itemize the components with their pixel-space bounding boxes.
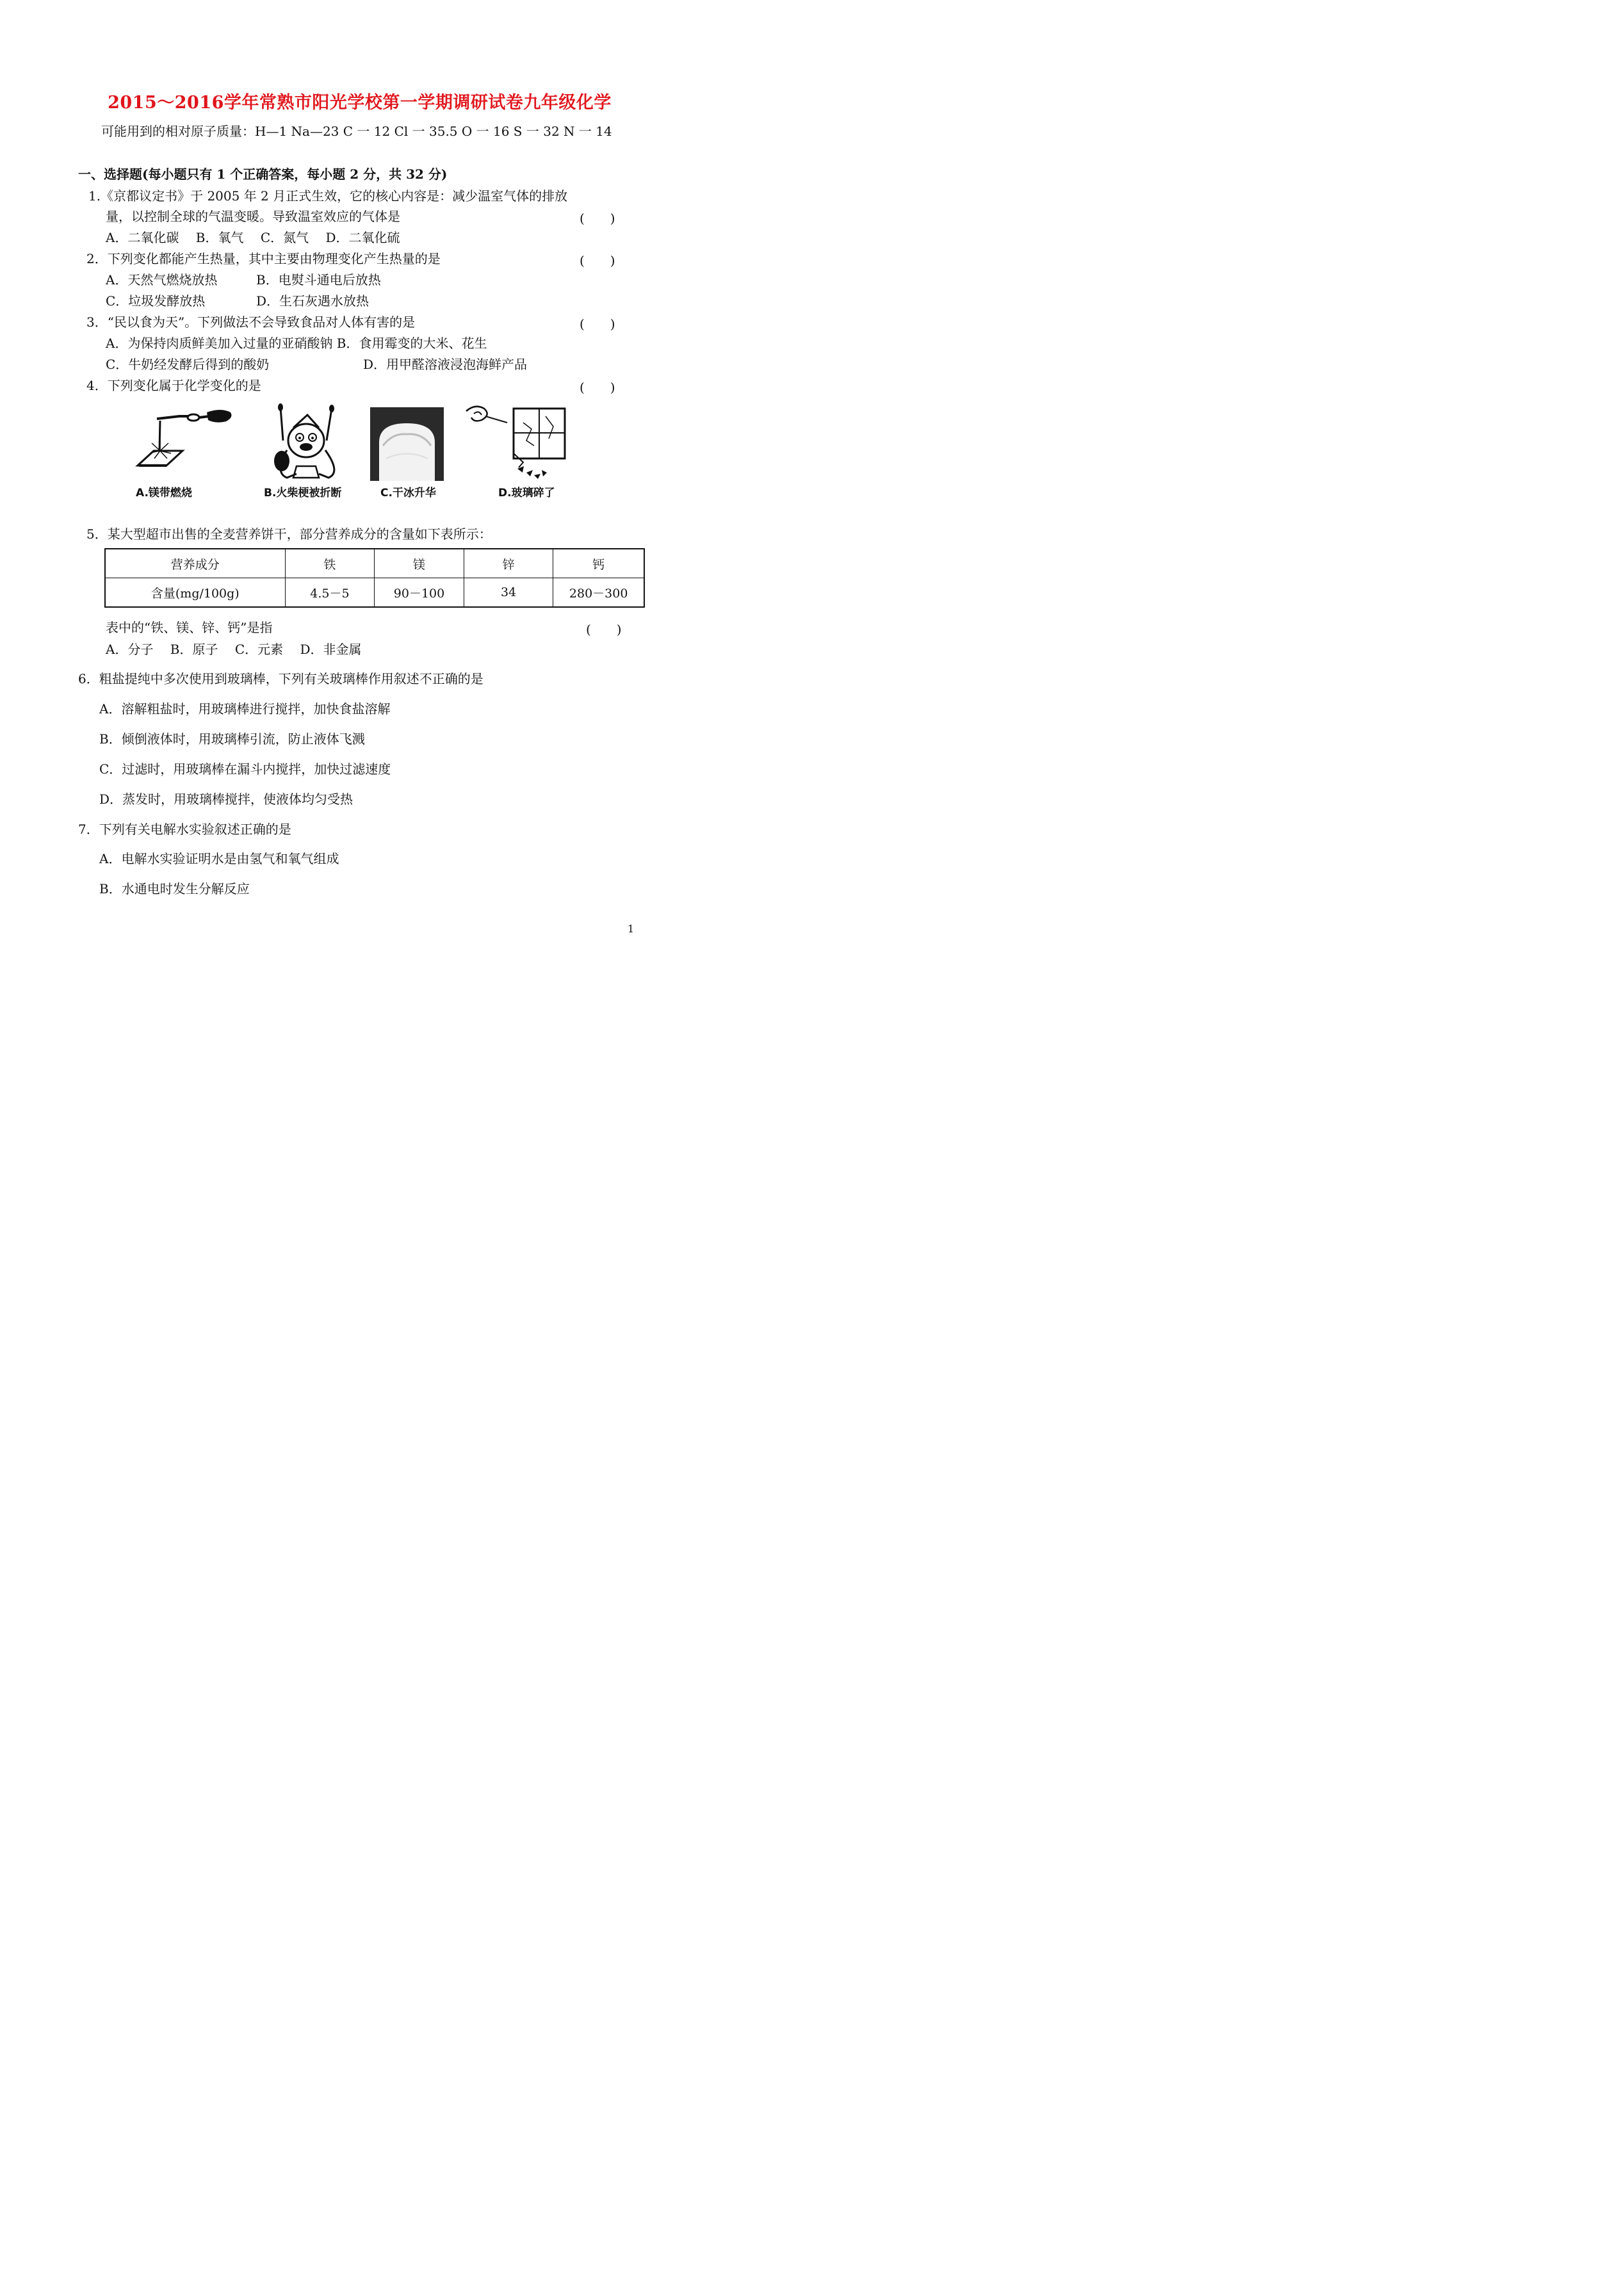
- question-6-option-d: D．蒸发时，用玻璃棒搅拌，使液体均匀受热: [99, 791, 353, 807]
- question-4-stem: 4．下列变化属于化学变化的是: [86, 378, 261, 393]
- question-6-option-b: B．倾倒液体时，用玻璃棒引流，防止液体飞溅: [99, 731, 365, 747]
- question-1-line-1: 1.《京都议定书》于 2005 年 2 月正式生效，它的核心内容是：减少温室气体的排放: [88, 188, 568, 204]
- figure-caption-d: D.玻璃碎了: [498, 487, 555, 499]
- magnesium-burning-illustration: [131, 405, 237, 475]
- question-6-option-c: C．过滤时，用玻璃棒在漏斗内搅拌，加快过滤速度: [99, 761, 391, 777]
- table-cell: 4.5－5: [285, 578, 375, 608]
- dry-ice-sublimation-illustration: [370, 407, 444, 481]
- question-5-question: 表中的“铁、镁、锌、钙”是指: [106, 620, 273, 635]
- table-cell: 90－100: [375, 578, 464, 608]
- question-1-options: A．二氧化碳 B．氧气 C．氮气 D．二氧化硫: [106, 230, 400, 245]
- question-7-option-a: A．电解水实验证明水是由氢气和氧气组成: [99, 851, 339, 866]
- question-2-option-b: B．电熨斗通电后放热: [256, 272, 381, 288]
- question-7-stem: 7．下列有关电解水实验叙述正确的是: [78, 822, 291, 837]
- table-header-row: [105, 549, 644, 578]
- question-3-stem: 3．“民以食为天”。下列做法不会导致食品对人体有害的是: [86, 314, 416, 330]
- page-number: 1: [628, 923, 635, 935]
- answer-blank-2: ( ): [580, 253, 615, 268]
- question-6-stem: 6．粗盐提纯中多次使用到玻璃棒，下列有关玻璃棒作用叙述不正确的是: [78, 671, 483, 686]
- question-2-option-a: A．天然气燃烧放热: [106, 272, 218, 288]
- table-header-cell: 镁: [375, 549, 464, 578]
- table-row: [105, 578, 644, 608]
- broken-glass-illustration: [462, 403, 571, 480]
- table-cell: 280－300: [553, 578, 644, 608]
- question-3-option-d: D．用甲醛溶液浸泡海鲜产品: [363, 357, 528, 372]
- question-2-option-c: C．垃圾发酵放热: [106, 293, 206, 309]
- question-3-options-ab: A．为保持肉质鲜美加入过量的亚硝酸钠 B．食用霉变的大米、花生: [106, 336, 487, 351]
- question-5-stem: 5．某大型超市出售的全麦营养饼干，部分营养成分的含量如下表所示：: [86, 526, 492, 542]
- table-cell: 34: [464, 578, 553, 608]
- question-2-option-d: D．生石灰遇水放热: [256, 293, 369, 309]
- answer-blank-4: ( ): [580, 380, 615, 395]
- figure-caption-b: B.火柴梗被折断: [264, 487, 342, 499]
- table-header-cell: 钙: [553, 549, 644, 578]
- section-heading: 一、选择题(每小题只有 1 个正确答案，每小题 2 分，共 32 分): [78, 166, 448, 182]
- figure-caption-c: C.干冰升华: [380, 487, 436, 499]
- nutrition-table: [104, 548, 645, 608]
- question-5-options: A．分子 B．原子 C．元素 D．非金属: [106, 642, 362, 657]
- answer-blank-3: ( ): [580, 316, 615, 332]
- atomic-masses-note: 可能用到的相对原子质量：H—1 Na—23 C 一 12 Cl 一 35.5 O 一 16 S 一 32 N 一 14: [101, 124, 612, 139]
- page-title: 2015～2016学年常熟市阳光学校第一学期调研试卷九年级化学: [108, 93, 612, 113]
- question-2-stem: 2．下列变化都能产生热量，其中主要由物理变化产生热量的是: [86, 251, 441, 266]
- table-header-cell: 锌: [464, 549, 553, 578]
- question-1-line-2: 量，以控制全球的气温变暖。导致温室效应的气体是: [106, 209, 400, 224]
- match-breaking-illustration: [261, 402, 351, 479]
- question-6-option-a: A．溶解粗盐时，用玻璃棒进行搅拌，加快食盐溶解: [99, 701, 391, 717]
- question-7-option-b: B．水通电时发生分解反应: [99, 881, 250, 896]
- table-cell: 含量(mg/100g): [105, 578, 285, 608]
- table-header-cell: 铁: [285, 549, 375, 578]
- figure-caption-a: A.镁带燃烧: [136, 487, 192, 499]
- table-header-cell: 营养成分: [105, 549, 285, 578]
- question-3-option-c: C．牛奶经发酵后得到的酸奶: [106, 357, 270, 372]
- answer-blank-5: ( ): [586, 622, 622, 637]
- answer-blank-1: ( ): [580, 211, 615, 226]
